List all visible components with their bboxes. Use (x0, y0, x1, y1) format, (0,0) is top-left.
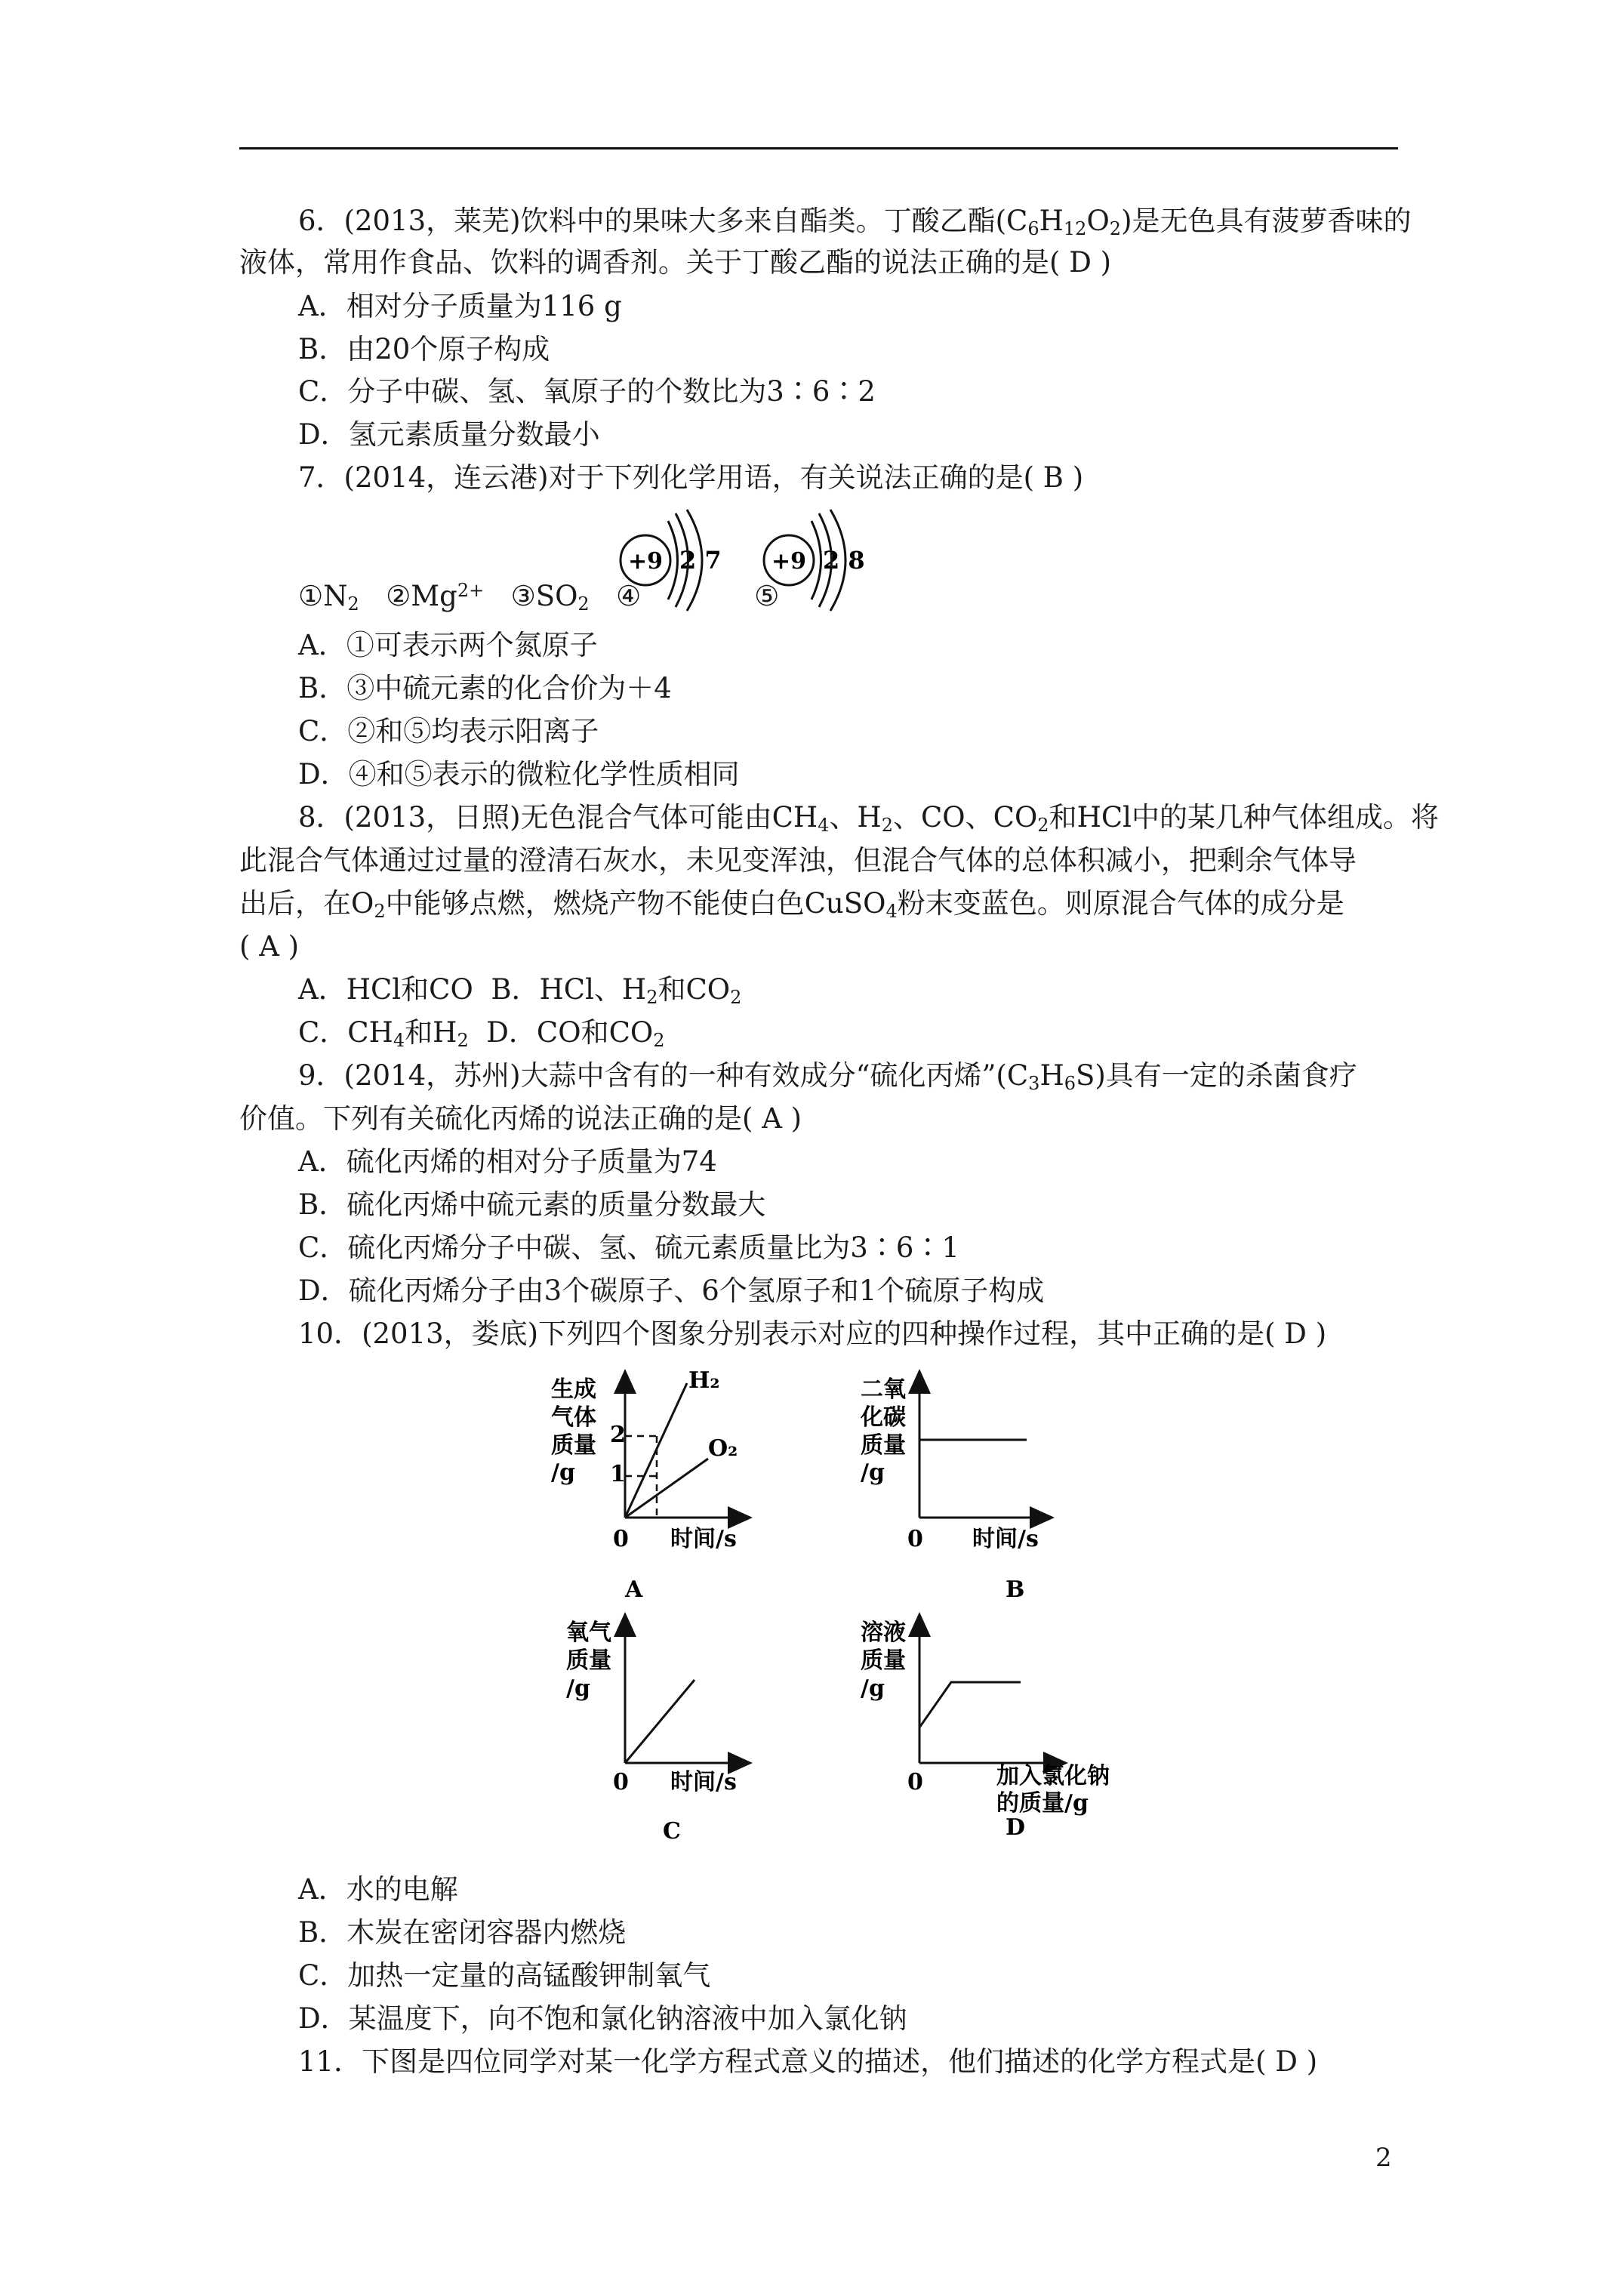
svg-text:质量: 质量 (861, 1647, 906, 1674)
q6-option-c: C．分子中碳、氢、氧原子的个数比为3∶6∶2 (298, 375, 876, 408)
q8-line-4: ( A ) (239, 930, 300, 963)
svg-text:B: B (1006, 1576, 1025, 1603)
svg-text:+9: +9 (771, 548, 807, 575)
q10-question: 10．(2013，娄底)下列四个图象分别表示对应的四种操作过程，其中正确的是( D ) (298, 1318, 1327, 1350)
q10-option-a: A．水的电解 (298, 1873, 458, 1906)
svg-text:二氧: 二氧 (861, 1376, 906, 1403)
svg-text:2 8: 2 8 (823, 546, 865, 575)
q8-line-2: 此混合气体通过过量的澄清石灰水，未见变浑浊，但混合气体的总体积减小，把剩余气体导 (239, 844, 1357, 877)
svg-text:1: 1 (610, 1461, 626, 1487)
series-oxygen-line (625, 1680, 694, 1763)
header-rule (239, 147, 1398, 149)
svg-text:加入氯化钠: 加入氯化钠 (996, 1763, 1110, 1789)
svg-text:时间/s: 时间/s (670, 1769, 737, 1795)
svg-text:2: 2 (610, 1422, 626, 1448)
graph-c (566, 1620, 741, 1845)
graph-b (860, 1376, 1043, 1603)
atom-diagram-4 (621, 510, 722, 611)
graph-d (861, 1620, 1110, 1841)
q8-line-1: 8．(2013，日照)无色混合气体可能由$CH_4$、$H_2$、CO、$CO_2$和HCl中的某几种气体组成。将 (298, 801, 1439, 836)
atom-structure-diagrams (611, 506, 883, 612)
svg-text:/g: /g (566, 1675, 590, 1702)
q7-option-d: D．④和⑤表示的微粒化学性质相同 (298, 758, 740, 791)
q11-question: 11．下图是四位同学对某一化学方程式意义的描述，他们描述的化学方程式是( D ) (298, 2045, 1318, 2078)
q8-line-3: 出后，在$O_2$中能够点燃，燃烧产物不能使白色CuSO$_4$粉末变蓝色。则原混合气体的成分是 (239, 887, 1344, 922)
svg-text:/g: /g (551, 1459, 575, 1486)
q6-option-a: A．相对分子质量为116 g (298, 290, 622, 322)
q10-option-b: B．木炭在密闭容器内燃烧 (298, 1916, 627, 1949)
q6-option-b: B．由20个原子构成 (298, 333, 550, 365)
svg-text:+9: +9 (627, 548, 664, 575)
svg-text:气体: 气体 (551, 1404, 596, 1431)
series-solution-line (919, 1682, 1021, 1727)
graph-a (551, 1367, 741, 1603)
svg-text:/g: /g (861, 1459, 885, 1486)
q6-line-1: 6．(2013，莱芜)饮料中的果味大多来自酯类。丁酸乙酯$(C_6H_{12}O_2)$是无色具有菠萝香味的 (298, 205, 1412, 239)
q9-option-b: B．硫化丙烯中硫元素的质量分数最大 (298, 1188, 766, 1221)
q10-option-d: D．某温度下，向不饱和氯化钠溶液中加入氯化钠 (298, 2002, 907, 2035)
q9-option-a: A．硫化丙烯的相对分子质量为74 (298, 1145, 717, 1178)
svg-text:O₂: O₂ (708, 1435, 738, 1462)
svg-text:生成: 生成 (551, 1376, 596, 1403)
svg-text:A: A (625, 1576, 643, 1603)
q9-line-1: 9．(2014，苏州)大蒜中含有的一种有效成分“硫化丙烯$”(C_3H_6S)$具有一定的杀菌食疗 (298, 1059, 1357, 1094)
svg-text:0: 0 (907, 1769, 923, 1795)
q6-option-d: D．氢元素质量分数最小 (298, 418, 600, 451)
svg-text:质量: 质量 (861, 1432, 906, 1459)
q8-options-cd: C．$CH_4$和$H_2$ D．CO和$CO_2$ (298, 1016, 665, 1051)
svg-text:D: D (1006, 1814, 1026, 1841)
svg-text:C: C (663, 1818, 681, 1845)
q7-option-b: B．③中硫元素的化合价为＋4 (298, 672, 672, 704)
q7-question: 7．(2014，连云港)对于下列化学用语，有关说法正确的是( B ) (298, 461, 1084, 494)
svg-text:0: 0 (613, 1526, 629, 1552)
svg-text:0: 0 (907, 1526, 923, 1552)
svg-text:溶液: 溶液 (861, 1620, 906, 1646)
q9-option-d: D．硫化丙烯分子由3个碳原子、6个氢原子和1个硫原子构成 (298, 1274, 1045, 1307)
svg-text:时间/s: 时间/s (670, 1526, 737, 1552)
q10-option-c: C．加热一定量的高锰酸钾制氧气 (298, 1959, 711, 1992)
svg-text:H₂: H₂ (688, 1367, 720, 1394)
q7-option-a: A．①可表示两个氮原子 (298, 629, 598, 661)
page-number: 2 (1375, 2143, 1392, 2173)
svg-text:化碳: 化碳 (861, 1404, 906, 1431)
svg-text:2 7: 2 7 (679, 546, 722, 575)
q9-line-2: 价值。下列有关硫化丙烯的说法正确的是( A ) (239, 1102, 802, 1135)
svg-text:氧气: 氧气 (566, 1620, 611, 1646)
svg-text:质量: 质量 (551, 1432, 596, 1459)
svg-text:/g: /g (861, 1675, 885, 1702)
svg-text:时间/s: 时间/s (972, 1526, 1039, 1552)
q7-option-c: C．②和⑤均表示阳离子 (298, 715, 599, 747)
svg-text:质量: 质量 (566, 1647, 611, 1674)
svg-text:0: 0 (613, 1769, 629, 1795)
q6-line-2: 液体，常用作食品、饮料的调香剂。关于丁酸乙酯的说法正确的是( D ) (239, 246, 1112, 279)
svg-text:的质量/g: 的质量/g (996, 1790, 1089, 1817)
q9-option-c: C．硫化丙烯分子中碳、氢、硫元素质量比为3∶6∶1 (298, 1231, 959, 1264)
q7-items: $①N_2$ $②Mg^{2+}$ $③SO_2$ ④ ⑤ (298, 580, 780, 615)
q8-options-ab: A．HCl和CO B．HCl、$H_2$和$CO_2$ (298, 973, 742, 1008)
q10-graphs (544, 1367, 1147, 1850)
atom-diagram-5 (764, 510, 865, 611)
